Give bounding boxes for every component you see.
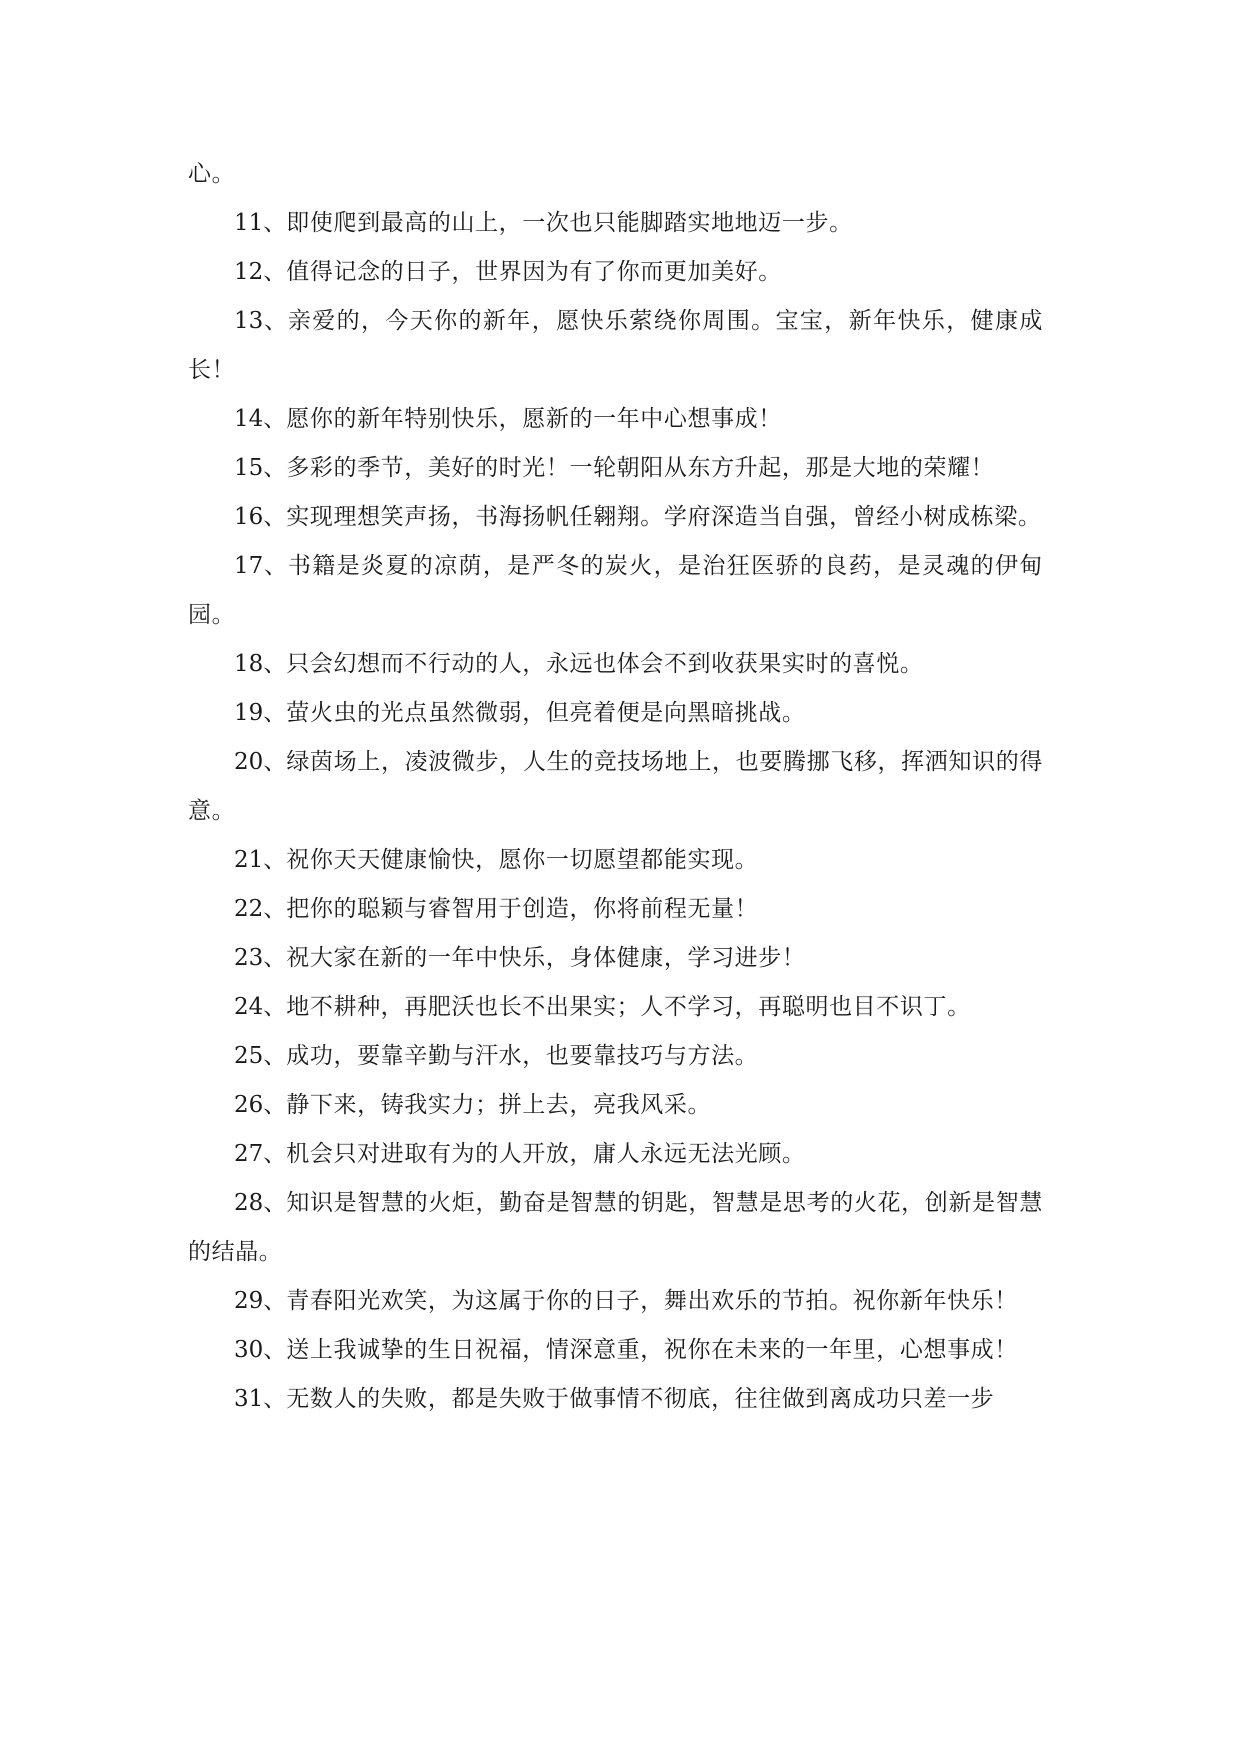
paragraph: [188, 199, 1043, 248]
item-number: 29、: [234, 1288, 287, 1314]
paragraph-text: 亲爱的，今天你的新年，愿快乐萦绕你周围。宝宝，新年快乐，健康成长！: [188, 308, 1043, 383]
item-number: 22、: [234, 896, 287, 922]
item-number: 13、: [234, 308, 288, 334]
paragraph-text: 多彩的季节，美好的时光！一轮朝阳从东方升起，那是大地的荣耀！: [286, 455, 995, 481]
item-number: 23、: [234, 945, 287, 971]
paragraph-text: 即使爬到最高的山上，一次也只能脚踏实地地迈一步。: [286, 210, 853, 236]
item-number: 28、: [234, 1190, 287, 1216]
paragraph: [188, 395, 1043, 444]
paragraph-text: 愿你的新年特别快乐，愿新的一年中心想事成！: [286, 406, 782, 432]
item-number: 18、: [234, 651, 287, 677]
document-body: [188, 150, 1043, 1424]
paragraph-text: 无数人的失败，都是失败于做事情不彻底，往往做到离成功只差一步: [286, 1386, 995, 1412]
paragraph-text: 知识是智慧的火炬，勤奋是智慧的钥匙，智慧是思考的火花，创新是智慧的结晶。: [188, 1190, 1043, 1265]
paragraph-text: 青春阳光欢笑，为这属于你的日子，舞出欢乐的节拍。祝你新年快乐！: [286, 1288, 1018, 1314]
paragraph: [188, 493, 1043, 542]
paragraph: [188, 150, 1043, 199]
item-number: 17、: [234, 553, 288, 579]
paragraph-text: 祝你天天健康愉快，愿你一切愿望都能实现。: [286, 847, 759, 873]
item-number: 31、: [234, 1386, 287, 1412]
paragraph-text: 只会幻想而不行动的人，永远也体会不到收获果实时的喜悦。: [286, 651, 924, 677]
item-number: 30、: [234, 1337, 287, 1363]
paragraph: [188, 1081, 1043, 1130]
item-number: 12、: [234, 259, 287, 285]
paragraph-text: 送上我诚挚的生日祝福，情深意重，祝你在未来的一年里，心想事成！: [286, 1337, 1018, 1363]
paragraph: [188, 1375, 1043, 1424]
paragraph: [188, 885, 1043, 934]
item-number: 11、: [234, 210, 287, 236]
paragraph: [188, 836, 1043, 885]
paragraph-text: 静下来，铸我实力；拼上去，亮我风采。: [286, 1092, 712, 1118]
paragraph: [188, 542, 1043, 640]
item-number: 25、: [234, 1043, 287, 1069]
paragraph-text: 萤火虫的光点虽然微弱，但亮着便是向黑暗挑战。: [286, 700, 806, 726]
paragraph: [188, 248, 1043, 297]
paragraph: [188, 297, 1043, 395]
paragraph: [188, 738, 1043, 836]
paragraph: [188, 1179, 1043, 1277]
item-number: 26、: [234, 1092, 287, 1118]
paragraph-text: 祝大家在新的一年中快乐，身体健康，学习进步！: [286, 945, 806, 971]
item-number: 16、: [234, 504, 287, 530]
item-number: 20、: [234, 749, 287, 775]
paragraph: [188, 689, 1043, 738]
item-number: 27、: [234, 1141, 287, 1167]
paragraph-text: 书籍是炎夏的凉荫，是严冬的炭火，是治狂医骄的良药，是灵魂的伊甸园。: [188, 553, 1043, 628]
paragraph-text: 机会只对进取有为的人开放，庸人永远无法光顾。: [286, 1141, 806, 1167]
item-number: 19、: [234, 700, 287, 726]
paragraph: [188, 1277, 1043, 1326]
item-number: 24、: [234, 994, 287, 1020]
paragraph-text: 实现理想笑声扬，书海扬帆任翱翔。学府深造当自强，曾经小树成栋梁。: [286, 504, 1042, 530]
paragraph: [188, 983, 1043, 1032]
paragraph-text: 地不耕种，再肥沃也长不出果实；人不学习，再聪明也目不识丁。: [286, 994, 971, 1020]
item-number: 14、: [234, 406, 287, 432]
paragraph: [188, 444, 1043, 493]
item-number: 15、: [234, 455, 287, 481]
paragraph: [188, 1130, 1043, 1179]
paragraph: [188, 1032, 1043, 1081]
paragraph: [188, 934, 1043, 983]
item-number: 21、: [234, 847, 287, 873]
paragraph-text: 值得记念的日子，世界因为有了你而更加美好。: [286, 259, 782, 285]
paragraph: [188, 640, 1043, 689]
paragraph: [188, 1326, 1043, 1375]
paragraph-text: 心。: [188, 161, 236, 187]
paragraph-text: 绿茵场上，凌波微步，人生的竞技场地上，也要腾挪飞移，挥洒知识的得意。: [188, 749, 1043, 824]
paragraph-text: 把你的聪颖与睿智用于创造，你将前程无量！: [286, 896, 759, 922]
paragraph-text: 成功，要靠辛勤与汗水，也要靠技巧与方法。: [286, 1043, 759, 1069]
